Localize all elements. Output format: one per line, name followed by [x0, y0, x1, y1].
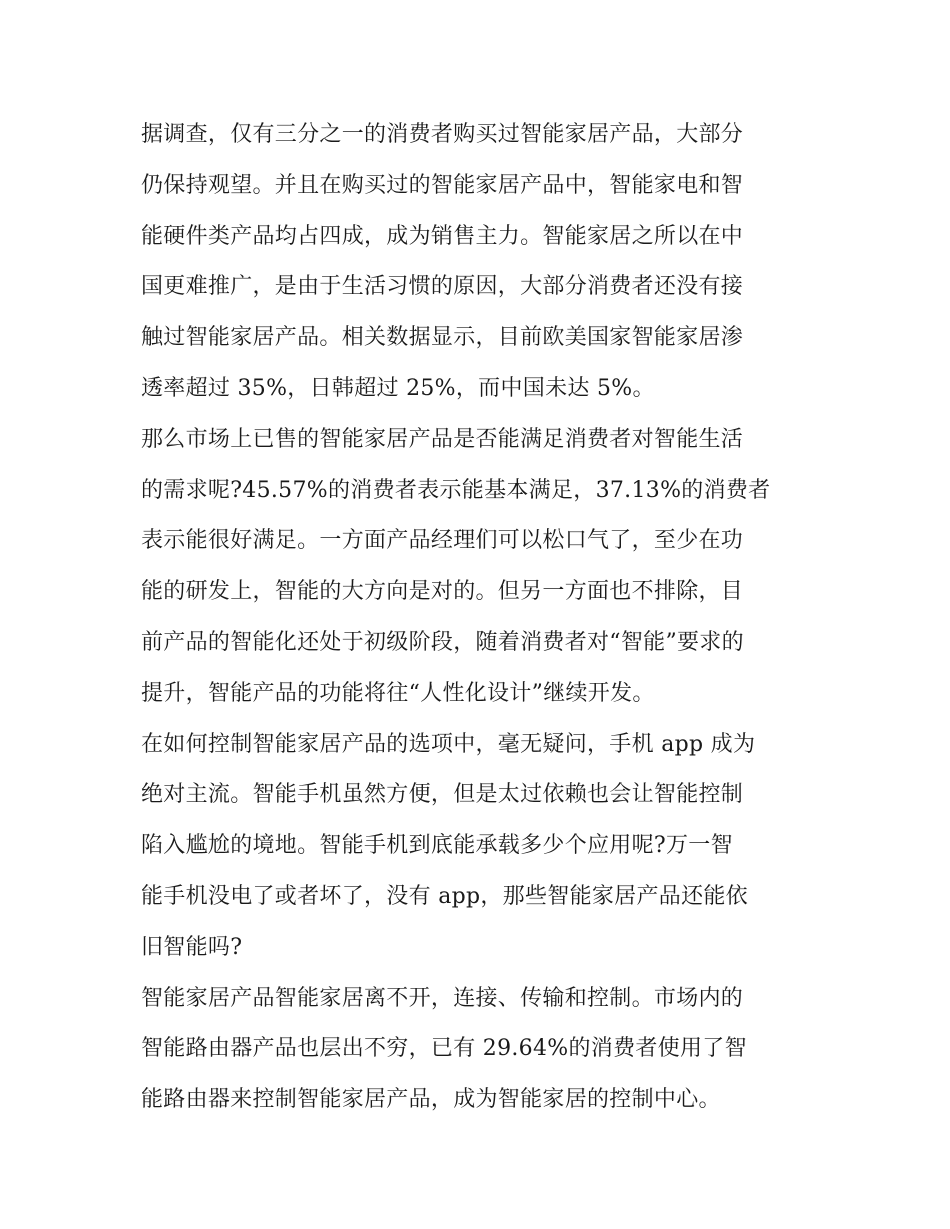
text-line: 能手机没电了或者坏了，没有 app，那些智能家居产品还能依	[141, 883, 748, 909]
text-line: 触过智能家居产品。相关数据显示，目前欧美国家智能家居渗	[141, 325, 744, 351]
text-line: 国更难推广，是由于生活习惯的原因，大部分消费者还没有接	[141, 274, 744, 300]
text-line: 能硬件类产品均占四成，成为销售主力。智能家居之所以在中	[141, 223, 744, 249]
text-line: 能的研发上，智能的大方向是对的。但另一方面也不排除，目	[141, 579, 744, 605]
text-line: 旧智能吗?	[141, 934, 243, 960]
text-line: 前产品的智能化还处于初级阶段，随着消费者对“智能”要求的	[141, 629, 744, 655]
text-line: 智能家居产品智能家居离不开，连接、传输和控制。市场内的	[141, 985, 744, 1011]
text-line: 能路由器来控制智能家居产品，成为智能家居的控制中心。	[141, 1087, 721, 1113]
text-line: 的需求呢?45.57%的消费者表示能基本满足，37.13%的消费者	[141, 477, 771, 503]
text-line: 陷入尴尬的境地。智能手机到底能承载多少个应用呢?万一智	[141, 833, 733, 859]
text-line: 表示能很好满足。一方面产品经理们可以松口气了，至少在功	[141, 528, 744, 554]
text-line: 在如何控制智能家居产品的选项中，毫无疑问，手机 app 成为	[141, 731, 756, 757]
text-line: 据调查，仅有三分之一的消费者购买过智能家居产品，大部分	[141, 122, 744, 147]
text-line: 透率超过 35%，日韩超过 25%，而中国未达 5%。	[141, 375, 655, 401]
document-body	[141, 110, 813, 1126]
text-line: 提升，智能产品的功能将往“人性化设计”继续开发。	[141, 680, 655, 706]
text-line: 绝对主流。智能手机虽然方便，但是太过依赖也会让智能控制	[141, 782, 744, 808]
text-line: 那么市场上已售的智能家居产品是否能满足消费者对智能生活	[141, 426, 744, 452]
text-line: 仍保持观望。并且在购买过的智能家居产品中，智能家电和智	[141, 172, 744, 198]
text-line: 智能路由器产品也层出不穷，已有 29.64%的消费者使用了智	[141, 1036, 747, 1062]
